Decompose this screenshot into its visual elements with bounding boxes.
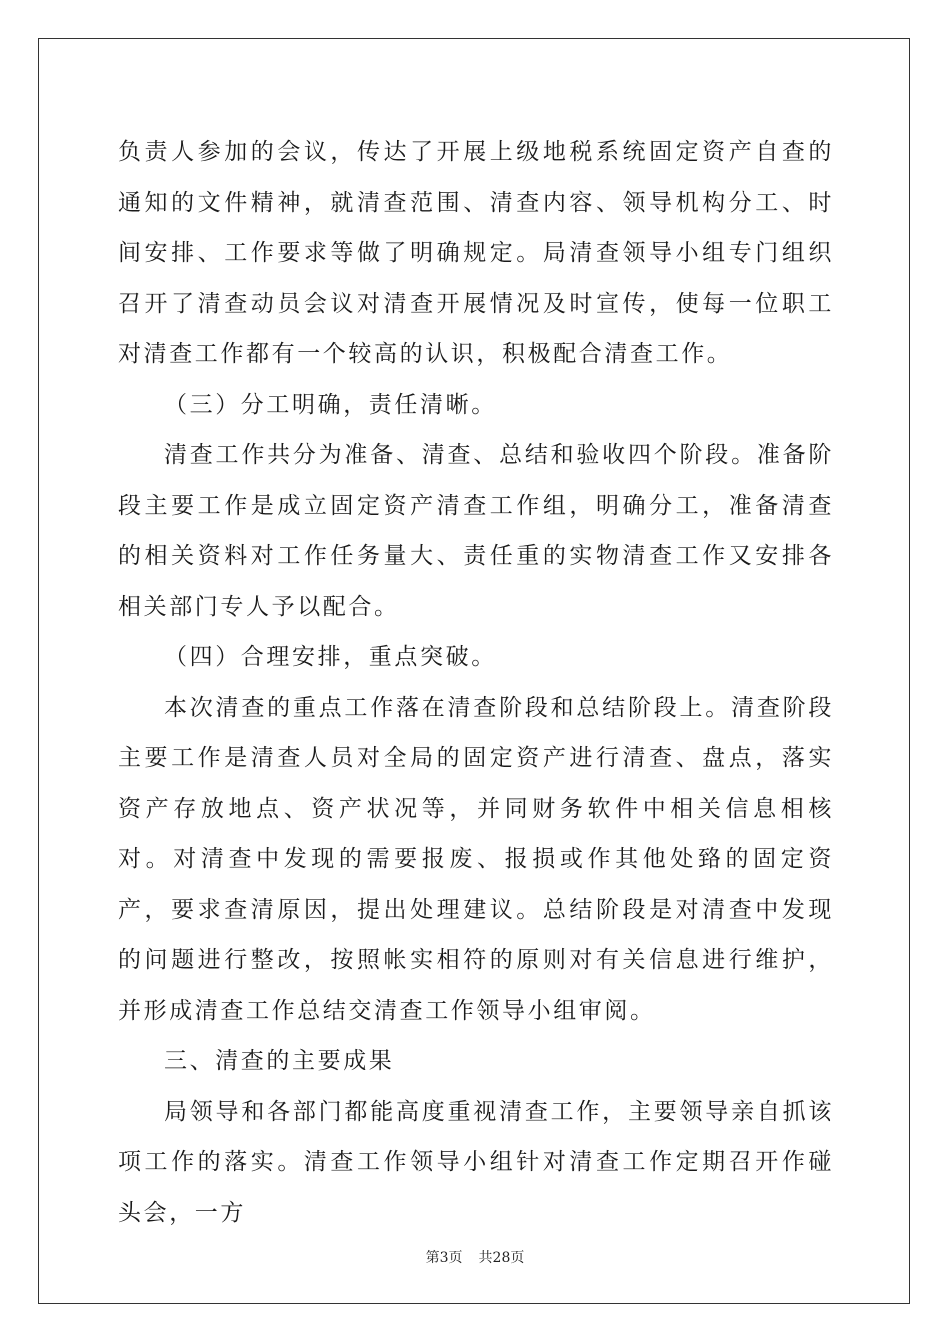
page-number: 第3页	[425, 1250, 463, 1266]
paragraph-4: 局领导和各部门都能高度重视清查工作，主要领导亲自抓该项工作的落实。清查工作领导小组针对清查工作定期召开作碰头会，一方	[118, 1098, 834, 1226]
section-heading-3: （三）分工明确，责任清晰。	[164, 391, 497, 418]
paragraph-1: 负责人参加的会议，传达了开展上级地税系统固定资产自查的通知的文件精神，就清查范围、清查内容、领导机构分工、时间安排、工作要求等做了明确规定。局清查领导小组专门组织召开了清查动员会议对清查开展情况及时宣传，使每一位职工对清查工作都有一个较高的认识，积极配合清查工作。	[118, 139, 834, 367]
page-total: 共28页	[478, 1250, 525, 1266]
paragraph-3: 本次清查的重点工作落在清查阶段和总结阶段上。清查阶段主要工作是清查人员对全局的固定资产进行清查、盘点，落实资产存放地点、资产状况等，并同财务软件中相关信息相核对。对清查中发现的需要报废、报损或作其他处臵的固定资产，要求查清原因，提出处理建议。总结阶段是对清查中发现的问题进行整改，按照帐实相符的原则对有关信息进行维护，并形成清查工作总结交清查工作领导小组审阅。	[118, 694, 834, 1024]
section-heading-4: （四）合理安排，重点突破。	[164, 644, 497, 670]
chapter-heading: 三、清查的主要成果	[164, 1048, 395, 1074]
paragraph-2: 清查工作共分为准备、清查、总结和验收四个阶段。准备阶段主要工作是成立固定资产清查工作组，明确分工，准备清查的相关资料对工作任务量大、责任重的实物清查工作又安排各相关部门专人予以配合。	[118, 442, 834, 620]
document-body	[118, 127, 834, 1238]
page-footer	[0, 1247, 950, 1267]
